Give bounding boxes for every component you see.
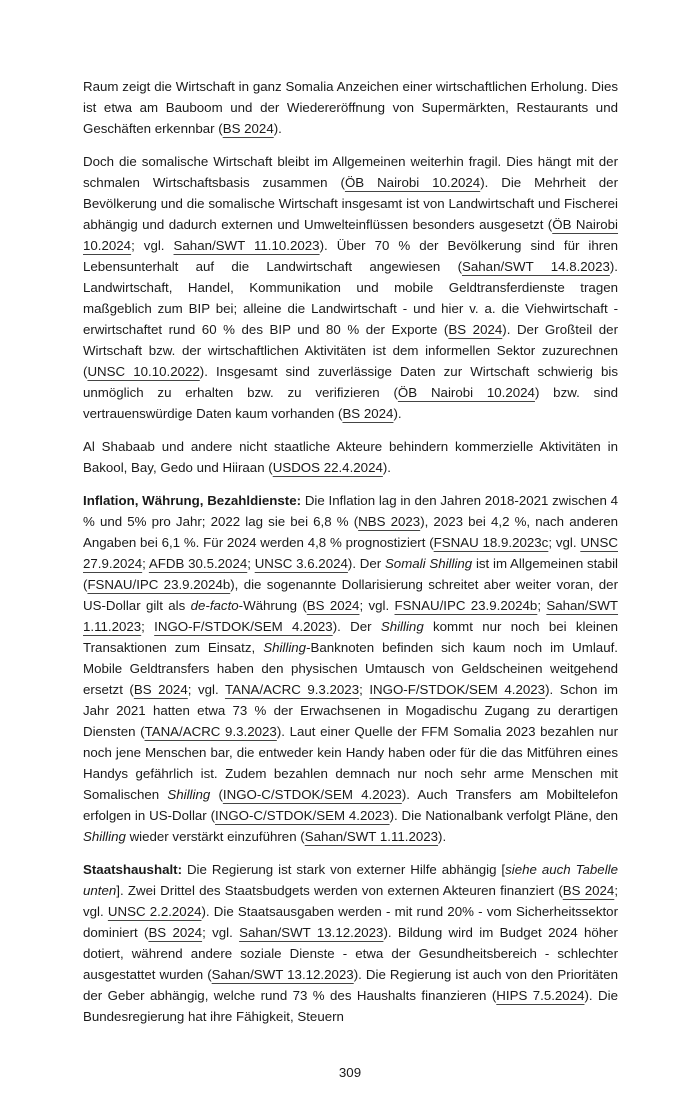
citation-link[interactable]: BS 2024	[306, 598, 360, 613]
body-text: Die Inflation lag in den Jahren 2018-2021 zwischen 4 % und 5% pro Jahr; 2022 lag sie bei 6,8 % (	[83, 493, 618, 529]
body-text: ). Schon im Jahr 2021 hatten etwa 73 % der Erwachsenen in Mogadischu Zugang zu derartigen Diensten (	[83, 682, 618, 739]
body-text: ). Der	[332, 619, 381, 634]
emphasis-text: Shilling	[83, 829, 126, 844]
citation-link[interactable]: HIPS 7.5.2024	[496, 988, 585, 1003]
citation-link[interactable]: USDOS 22.4.2024	[272, 460, 383, 475]
paragraph	[83, 76, 618, 139]
body-text: Die Regierung ist stark von externer Hilfe abhängig [	[182, 862, 506, 877]
citation-link[interactable]: TANA/ACRC 9.3.2023	[224, 682, 360, 697]
body-text: ), die sogenannte Dollarisierung schreitet aber weiter voran, der US-Dollar gilt als	[83, 577, 619, 613]
citation-link[interactable]: BS 2024	[222, 121, 274, 136]
citation-link[interactable]: INGO-C/STDOK/SEM 4.2023	[215, 808, 390, 823]
emphasis-text: Shilling	[167, 787, 211, 802]
body-text: ]. Zwei Drittel des Staatsbudgets werden von externen Akteuren finanziert (	[116, 883, 563, 898]
paragraph	[83, 436, 618, 478]
citation-link[interactable]: BS 2024	[448, 322, 503, 337]
citation-link[interactable]: Sahan/SWT 1.11.2023	[83, 598, 619, 634]
emphasis-text: Shilling	[263, 640, 307, 655]
citation-link[interactable]: INGO-F/​STDOK/SEM 4.2023	[154, 619, 333, 634]
body-text: wieder verstärkt einzuführen (	[125, 829, 305, 844]
body-text: ) bzw. sind vertrauenswürdige Daten kaum vorhanden (	[83, 385, 618, 421]
section-heading: Staatshaushalt:	[83, 862, 183, 877]
body-text: kommt nur noch bei kleinen Transaktionen zum Einsatz,	[83, 619, 619, 655]
body-text: ). Die Bundesregierung hat ihre Fähigkeit, Steuern	[83, 988, 618, 1024]
body-text: ). Bildung wird im Budget 2024 höher dotiert, während andere soziale Dienste - etwa der Gesundheitsbereich - schlechter ausgestattet wurden (	[83, 925, 618, 982]
body-text: ; vgl.	[187, 682, 225, 697]
citation-link[interactable]: ÖB Nairobi 10.2024	[344, 175, 481, 190]
document-body	[83, 76, 618, 1039]
body-text: ). Laut einer Quelle der FFM Somalia 2023 bezahlen nur noch jene Menschen bar, die entweder kein Handy haben oder für die das Mitführen eines Handys gefährlich ist. Zudem bezahlen demnach nur noch sehr arme Menschen mit Somalischen	[83, 724, 618, 802]
body-text: ;	[142, 556, 149, 571]
emphasis-text: de-facto	[190, 598, 239, 613]
body-text: ; vgl.	[202, 925, 240, 940]
body-text: -Banknoten befinden sich kaum noch im Umlauf. Mobile Geldtransfers haben den physischen Umtausch von Geldscheinen weitgehend ersetzt (	[83, 640, 618, 697]
paragraph	[83, 859, 618, 1027]
body-text: ist im Allgemeinen stabil (	[83, 556, 619, 592]
body-text: ). Der	[347, 556, 385, 571]
citation-link[interactable]: INGO-F/STDOK/SEM 4.2023	[369, 682, 546, 697]
citation-link[interactable]: Sahan/SWT 1.11.2023	[304, 829, 439, 844]
body-text: Al Shabaab und andere nicht staatliche Akteure behindern kommerzielle Aktivitäten in Bakool, Bay, Gedo und Hiiraan (	[83, 439, 618, 475]
body-text: (	[210, 787, 223, 802]
body-text: ; vgl.	[359, 598, 395, 613]
body-text: ;	[537, 598, 547, 613]
body-text: ;	[359, 682, 370, 697]
citation-link[interactable]: FSNAU/IPC 23.9.2024b	[87, 577, 231, 592]
citation-link[interactable]: FSNAU/IPC 23.9.2024b	[394, 598, 538, 613]
citation-link[interactable]: Sahan/SWT 14.8.2023	[462, 259, 610, 274]
emphasis-text: siehe auch Tabelle unten	[83, 862, 618, 898]
body-text: ), 2023 bei 4,2 %, nach anderen Angaben bei 6,1 %. Für 2024 werden 4,8 % prognostiziert (	[83, 514, 618, 550]
citation-link[interactable]: BS 2024	[133, 682, 188, 697]
section-heading: Inflation, Währung, Bezahldienste:	[83, 493, 302, 508]
body-text: ; vgl.	[83, 883, 619, 919]
body-text: Raum zeigt die Wirtschaft in ganz Somalia Anzeichen einer wirtschaftlichen Erholung. Dies ist etwa am Bauboom und der Wiedereröffnung von Supermärkten, Restaurants und Geschäften erkennbar (	[83, 79, 618, 136]
body-text: ). Die Mehrheit der Bevölkerung und die somalische Wirtschaft insgesamt ist von Landwirtschaft und Fischerei abhängig und dadurch externen und Umwelteinflüssen besonders ausgesetzt (	[83, 175, 619, 232]
body-text: Doch die somalische Wirtschaft bleibt im Allgemeinen weiterhin fragil. Dies hängt mit der schmalen Wirtschaftsbasis zusammen (	[83, 154, 618, 190]
citation-link[interactable]: UNSC 10.10.2022	[87, 364, 200, 379]
body-text: ). Die Regierung ist auch von den Prioritäten der Geber abhängig, welche rund 73 % des Haushalts finanzieren (	[83, 967, 619, 1003]
body-text: ;	[247, 556, 255, 571]
citation-link[interactable]: UNSC 3.6.2024	[254, 556, 348, 571]
citation-link[interactable]: ÖB Nairobi 10.2024	[397, 385, 535, 400]
body-text: ).	[382, 460, 391, 475]
body-text: ). Insgesamt sind zuverlässige Daten zur Wirtschaft schwierig bis unmöglich zu erhalten bzw. zu verifizieren (	[83, 364, 619, 400]
body-text: ). Landwirtschaft, Handel, Kommunikation und mobile Geldtransferdienste tragen maßgeblich zum BIP bei; alleine die Landwirtschaft - und hier v. a. die Viehwirtschaft - erwirtschaftet rund 60 % des BIP und 80 % der Exporte (	[83, 259, 618, 337]
citation-link[interactable]: Sahan/SWT 13.12.2023	[239, 925, 384, 940]
body-text: ).	[438, 829, 447, 844]
paragraph	[83, 490, 618, 847]
citation-link[interactable]: ÖB Nairobi 10.2024	[83, 217, 619, 253]
citation-link[interactable]: UNSC 2.2.2024	[107, 904, 202, 919]
page-number: 309	[338, 1065, 362, 1080]
body-text: ). Der Großteil der Wirtschaft bzw. der wirtschaftlichen Aktivitäten ist dem informellen Sektor zuzurechnen (	[83, 322, 619, 379]
body-text: ; vgl.	[131, 238, 174, 253]
body-text: ). Über 70 % der Bevölkerung sind für ihren Lebensunterhalt auf die Landwirtschaft angewiesen (	[83, 238, 618, 274]
paragraph	[83, 151, 618, 424]
body-text: ).	[273, 121, 282, 136]
citation-link[interactable]: BS 2024	[342, 406, 394, 421]
citation-link[interactable]: Sahan/SWT 13.12.2023	[211, 967, 354, 982]
citation-link[interactable]: BS 2024	[148, 925, 203, 940]
citation-link[interactable]: AFDB 30.5.2024	[148, 556, 248, 571]
citation-link[interactable]: FSNAU 18.9.2023c	[433, 535, 549, 550]
body-text: ; vgl.	[548, 535, 581, 550]
body-text: ). Auch Transfers am Mobiltelefon erfolgen in US-Dollar (	[83, 787, 618, 823]
citation-link[interactable]: NBS 2023	[358, 514, 421, 529]
emphasis-text: Somali Shilling	[384, 556, 473, 571]
body-text: ). Die Staatsausgaben werden - mit rund 20% - vom Sicherheitssektor dominiert (	[83, 904, 618, 940]
body-text: ).	[393, 406, 402, 421]
body-text: ). Die Nationalbank verfolgt Pläne, den	[389, 808, 618, 823]
citation-link[interactable]: Sahan/SWT 11.10.2023	[173, 238, 320, 253]
emphasis-text: Shilling	[380, 619, 424, 634]
body-text: ;	[141, 619, 155, 634]
citation-link[interactable]: TANA/ACRC 9.3.2023	[144, 724, 277, 739]
citation-link[interactable]: INGO-C/STDOK/SEM 4.2023	[222, 787, 402, 802]
body-text: -Währung (	[238, 598, 307, 613]
citation-link[interactable]: UNSC 27.9.2024	[83, 535, 618, 571]
citation-link[interactable]: BS 2024	[562, 883, 615, 898]
